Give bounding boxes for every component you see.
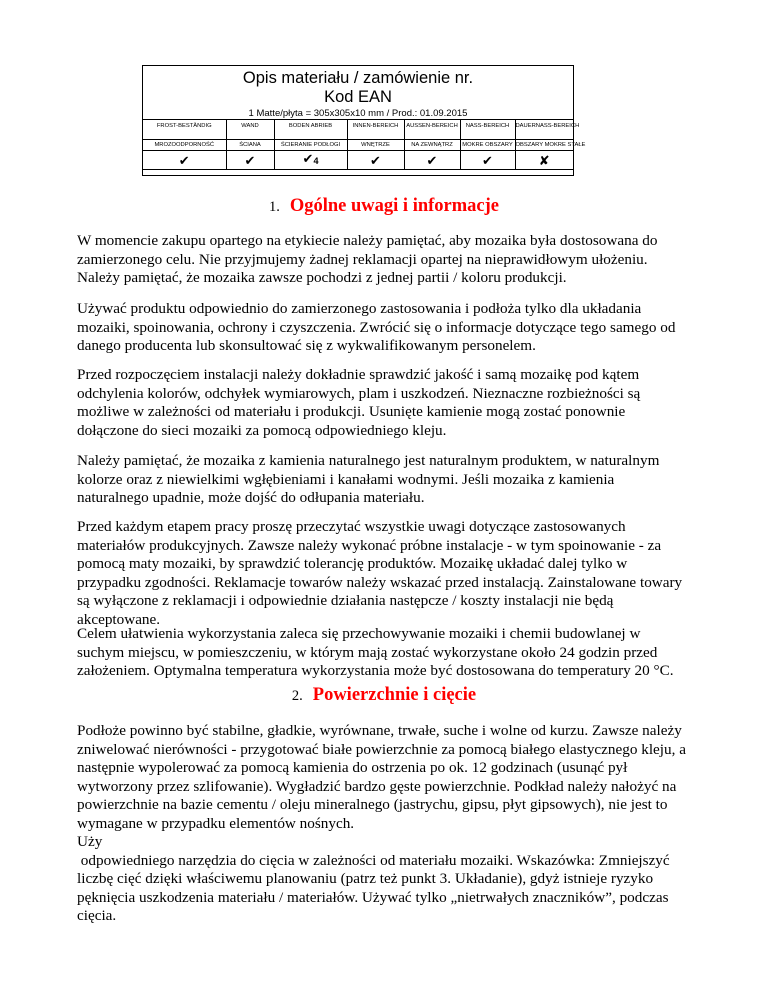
text-line: założeniem. Optymalna temperatura wykorzystania może być dostosowana do temperatury 20 °C. [77,662,674,679]
text-line: powierzchnie na bazie cementu / oleju mineralnego (jastrychu, gipsu, płyt gipsowych), nie jest to [77,796,668,813]
spacer-row [143,132,573,140]
text-line: możliwe w zależności od materiału i produkcji. Usunięte kamienie mogą zostać ponownie [77,403,626,420]
check-icon: ✔ [226,151,274,170]
text-line: następnie wypolerować za pomocą kamienia do ostrzenia po ok. 12 godzinach (usunąć pył [77,759,628,776]
text-line: cięcia. [77,907,117,924]
check-icon: ✔ [143,151,226,170]
paragraph [77,833,717,926]
text-line: naturalnego upadnie, może dojść do odłupania materiału. [77,489,425,506]
abrasion-cell [274,151,347,170]
text-line: Używać produktu odpowiednio do zamierzonego zastosowania i podłoża tylko dla układania [77,300,642,317]
text-line: danego producenta lub skonsultować się z wykwalifikowanym personelem. [77,337,536,354]
de-header-cell: AUSSEN-BEREICH [404,120,460,133]
text-line: materiałów produkcyjnych. Zawsze należy wykonać próbne instalacje - w tym spoinowanie - za [77,536,662,554]
properties-table [143,119,586,181]
text-line: mozaiki, spoinowania, ochrony i czyszczenia. Zwrócić się o informacje dotyczące tego samego od [77,318,676,336]
pl-header-cell: NA ZEWNĄTRZ [404,140,460,151]
text-line: są wyłączone z reklamacji i odpowiednie działania następcze / koszty instalacji nie będą [77,592,614,609]
pl-header-cell: ŚCIANA [226,140,274,151]
text-line: pomocą maty mozaiki, by sprawdzić tolerancję produktów. Mozaikę układać dalej tylko w [77,555,628,572]
pl-header-row [143,140,573,151]
de-header-row [143,120,573,133]
text-line: liczbę cięć dzięki właściwemu planowaniu (patrz też punkt 3. Układanie), gdyż istnieje ryzyko [77,870,654,887]
text-line: suchym miejscu, w pomieszczeniu, w którym mają zostać wykorzystane około 24 godzin przed [77,643,658,661]
de-header-cell: WAND [226,120,274,133]
label-ean: Kod EAN [324,88,392,106]
text-line: Przed rozpoczęciem instalacji należy dokładnie sprawdzić jakość i samą mozaikę pod kątem [77,366,640,383]
text-line: Należy pamiętać, że mozaika z kamienia naturalnego jest naturalnym produktem, w naturalnym [77,452,660,469]
section-number: 1. [268,199,280,215]
section-title: Ogólne uwagi i informacje [289,196,499,216]
paragraph [77,300,717,356]
text-line: Należy pamiętać, że mozaika zawsze pochodzi z jednej partii / koloru produkcji. [77,269,567,286]
text-line: Uży [77,833,103,850]
check-icon: ✔ [404,151,460,170]
paragraph [77,518,717,629]
section1-heading [0,196,768,217]
de-header-cell: INNEN-BEREICH [347,120,404,133]
paragraph [77,366,717,440]
de-header-cell: DAUERNASS-BEREICH [515,120,573,133]
paragraph [77,232,717,288]
text-line: kolorze oraz z niewielkimi wgłębieniami i kanałami wodnymi. Jeśli mozaika z kamienia [77,470,615,488]
text-line: przypadku zgodności. Reklamacje towarów należy wskazać przed instalacją. Zainstalowane towary [77,573,683,591]
paragraph [77,452,717,508]
paragraph [77,625,717,681]
section2-heading [0,685,768,706]
de-header-cell: FROST-BESTÄNDIG [143,120,226,133]
text-line: wytworzony przez szlifowanie). Wygładzić bardzo gęste powierzchnie. Podkład należy nałożyć na [77,777,677,795]
marks-row [143,151,573,170]
check-icon: ✔ [302,151,314,166]
check-icon: ✔ [347,151,404,170]
text-line: pęknięcia uszkodzenia materiału / materiałów. Używać tylko „nietrwałych znaczników”, podczas [77,888,669,906]
label-title: Opis materiału / zamówienie nr. [242,69,474,87]
text-line: zamierzonego celu. Nie przyjmujemy żadnej reklamacji opartej na nieprawidłowym ułożeniu. [77,250,648,268]
text-line: W momencie zakupu opartego na etykiecie należy pamiętać, aby mozaika była dostosowana do [77,232,658,249]
pl-header-cell: WNĘTRZE [347,140,404,151]
text-line: Celem ułatwienia wykorzystania zaleca się przechowywanie mozaiki i chemii budowlanej w [77,625,641,642]
paragraph [77,722,717,833]
text-line: dołączone do sieci mozaiki za pomocą odpowiedniego kleju. [77,421,447,439]
text-line: wymagane w przypadku elementów nośnych. [77,814,355,832]
pl-header-cell: MROZOODPORNOŚĆ [143,140,226,151]
section-title: Powierzchnie i cięcie [312,685,477,705]
text-line: odchylenia kolorów, odchyłek wymiarowych, plam i uszkodzeń. Nieznaczne rozbieżności są [77,384,641,402]
text-line: zniwelować nierówności - przygotować białe powierzchnie za pomocą białego elastycznego kleju, a [77,740,686,758]
section-number: 2. [291,688,303,704]
pl-header-cell: OBSZARY MOKRE STAŁE [515,140,573,151]
de-header-cell: BODEN ABRIEB [274,120,347,133]
footer-row [143,170,573,182]
pl-header-cell: MOKRE OBSZARY [460,140,515,151]
text-line: odpowiedniego narzędzia do cięcia w zależności od materiału mozaiki. Wskazówka: Zmniejszyć [77,851,670,869]
check-icon: ✔ [460,151,515,170]
text-line: Podłoże powinno być stabilne, gładkie, wyrównane, trwałe, suche i wolne od kurzu. Zawsze należy [77,722,682,739]
text-line: akceptowane. [77,610,161,628]
cross-icon: ✘ [515,151,573,170]
abrasion-class: 4 [313,156,319,166]
product-label [142,65,586,176]
pl-header-cell: ŚCIERANIE PODŁOGI [274,140,347,151]
de-header-cell: NASS-BEREICH [460,120,515,133]
label-subtitle: 1 Matte/płyta = 305x305x10 mm / Prod.: 01.09.2015 [248,108,468,119]
text-line: Przed każdym etapem pracy proszę przeczytać wszystkie uwagi dotyczące zastosowanych [77,518,626,535]
